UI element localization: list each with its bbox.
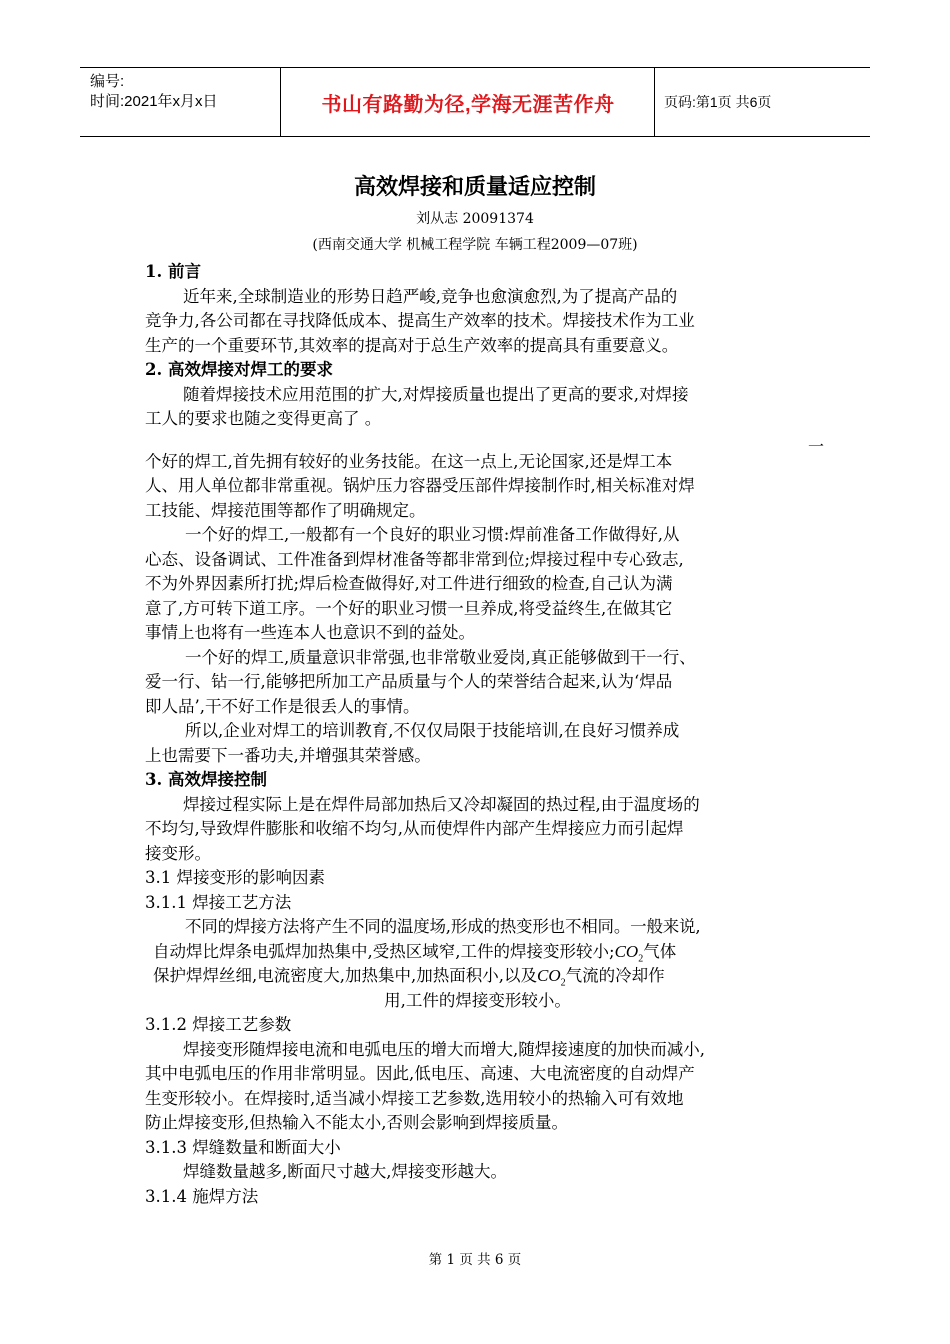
paragraph-text: 自动焊比焊条电弧焊加热集中,受热区域窄,工件的焊接变形较小; <box>153 941 615 961</box>
paragraph-line: 个好的焊工,首先拥有较好的业务技能。在这一点上,无论国家,还是焊工本 <box>145 451 673 471</box>
paragraph-line: 接变形。 <box>145 843 211 863</box>
section-heading: 3. 高效焊接控制 <box>145 770 267 789</box>
paragraph-text: 气流的冷却作 <box>565 966 665 985</box>
paragraph-line: 爱一行、钻一行,能够把所加工产品质量与个人的荣誉结合起来,认为‘焊品 <box>145 672 673 691</box>
header-motto: 书山有路勤为径,学海无涯苦作舟 <box>321 93 615 116</box>
paragraph-line: 所以,企业对焊工的培训教育,不仅仅局限于技能培训,在良好习惯养成 <box>185 721 680 740</box>
paragraph-line: 焊缝数量越多,断面尺寸越大,焊接变形越大。 <box>183 1162 507 1181</box>
section-heading: 1. 前言 <box>145 262 201 281</box>
paragraph-line: 近年来,全球制造业的形势日趋严峻,竞争也愈演愈烈,为了提高产品的 <box>183 286 678 306</box>
stray-dash: 一 <box>808 437 825 456</box>
paragraph-line: 焊接过程实际上是在焊件局部加热后又冷却凝固的热过程,由于温度场的 <box>183 794 700 814</box>
formula-subscript: 2 <box>638 952 644 964</box>
paragraph-line: 不同的焊接方法将产生不同的温度场,形成的热变形也不相同。一般来说, <box>185 917 701 936</box>
paragraph-line: 工技能、焊接范围等都作了明确规定。 <box>145 500 426 520</box>
paragraph-line: 其中电弧电压的作用非常明显。因此,低电压、高速、大电流密度的自动焊产 <box>145 1064 695 1083</box>
formula-main: CO <box>536 966 561 985</box>
author-line: 刘从志 20091374 <box>416 211 534 227</box>
subsection-heading: 3.1 焊接变形的影响因素 <box>145 868 325 887</box>
paragraph-line: 随着焊接技术应用范围的扩大,对焊接质量也提出了更高的要求,对焊接 <box>183 384 689 404</box>
subsection-heading: 3.1.1 焊接工艺方法 <box>145 892 292 912</box>
subsection-heading: 3.1.4 施焊方法 <box>145 1186 259 1206</box>
affiliation-line: (西南交通大学 机械工程学院 车辆工程2009—07班) <box>312 237 638 253</box>
header-divider <box>654 68 655 136</box>
paragraph-line: 生产的一个重要环节,其效率的提高对于总生产效率的提高具有重要意义。 <box>145 335 679 355</box>
paragraph-line: 不为外界因素所打扰;焊后检查做得好,对工件进行细致的检查,自己认为满 <box>145 574 673 593</box>
subsection-heading: 3.1.3 焊缝数量和断面大小 <box>145 1137 341 1157</box>
co2-formula <box>536 966 566 989</box>
paragraph-line: 生变形较小。在焊接时,适当减小焊接工艺参数,选用较小的热输入可有效地 <box>145 1088 684 1108</box>
paragraph-line: 意了,方可转下道工序。一个好的职业习惯一旦养成,将受益终生,在做其它 <box>145 598 673 618</box>
document-body <box>145 260 810 1209</box>
document-title: 高效焊接和质量适应控制 <box>353 174 596 200</box>
formula-subscript: 2 <box>560 977 566 989</box>
paragraph-line: 事情上也将有一些连本人也意识不到的益处。 <box>145 623 475 642</box>
paragraph-line: 工人的要求也随之变得更高了 。 <box>145 409 382 428</box>
paragraph-line: 一个好的焊工,一般都有一个良好的职业习惯:焊前准备工作做得好,从 <box>185 525 680 544</box>
header-meta <box>90 72 218 112</box>
co2-formula <box>614 941 644 964</box>
page-footer: 第 1 页 共 6 页 <box>428 1252 522 1268</box>
paragraph-line: 人、用人单位都非常重视。锅炉压力容器受压部件焊接制作时,相关标准对焊 <box>145 476 695 495</box>
page-label: 页码:第1页 共6页 <box>664 94 772 110</box>
paragraph-line: 一个好的焊工,质量意识非常强,也非常敬业爱岗,真正能够做到干一行、 <box>185 647 696 667</box>
paragraph-line: 即人品’,干不好工作是很丢人的事情。 <box>145 696 420 716</box>
paragraph-line <box>145 964 810 989</box>
time-label: 时间:2021年x月x日 <box>90 93 218 110</box>
paragraph-line <box>145 940 810 965</box>
paragraph-line: 防止焊接变形,但热输入不能太小,否则会影响到焊接质量。 <box>145 1113 568 1132</box>
header-divider <box>280 68 281 136</box>
paragraph-text: 气体 <box>643 941 677 961</box>
paragraph-line: 不均匀,导致焊件膨胀和收缩不均匀,从而使焊件内部产生焊接应力而引起焊 <box>145 819 684 838</box>
section-heading: 2. 高效焊接对焊工的要求 <box>145 360 333 379</box>
paragraph-line: 焊接变形随焊接电流和电弧电压的增大而增大,随焊接速度的加快而减小, <box>183 1039 705 1059</box>
paragraph-line: 心态、设备调试、工件准备到焊材准备等都非常到位;焊接过程中专心致志, <box>145 549 684 569</box>
formula-main: CO <box>614 941 639 961</box>
paragraph-line: 竞争力,各公司都在寻找降低成本、提高生产效率的技术。焊接技术作为工业 <box>145 311 695 330</box>
paragraph-line: 上也需要下一番功夫,并增强其荣誉感。 <box>145 745 431 765</box>
subsection-heading: 3.1.2 焊接工艺参数 <box>145 1015 292 1034</box>
number-label: 编号: <box>90 73 125 90</box>
paragraph-line: 用,工件的焊接变形较小。 <box>384 990 571 1010</box>
header-table <box>80 67 870 137</box>
paragraph-text: 保护焊焊丝细,电流密度大,加热集中,加热面积小,以及 <box>153 966 537 985</box>
